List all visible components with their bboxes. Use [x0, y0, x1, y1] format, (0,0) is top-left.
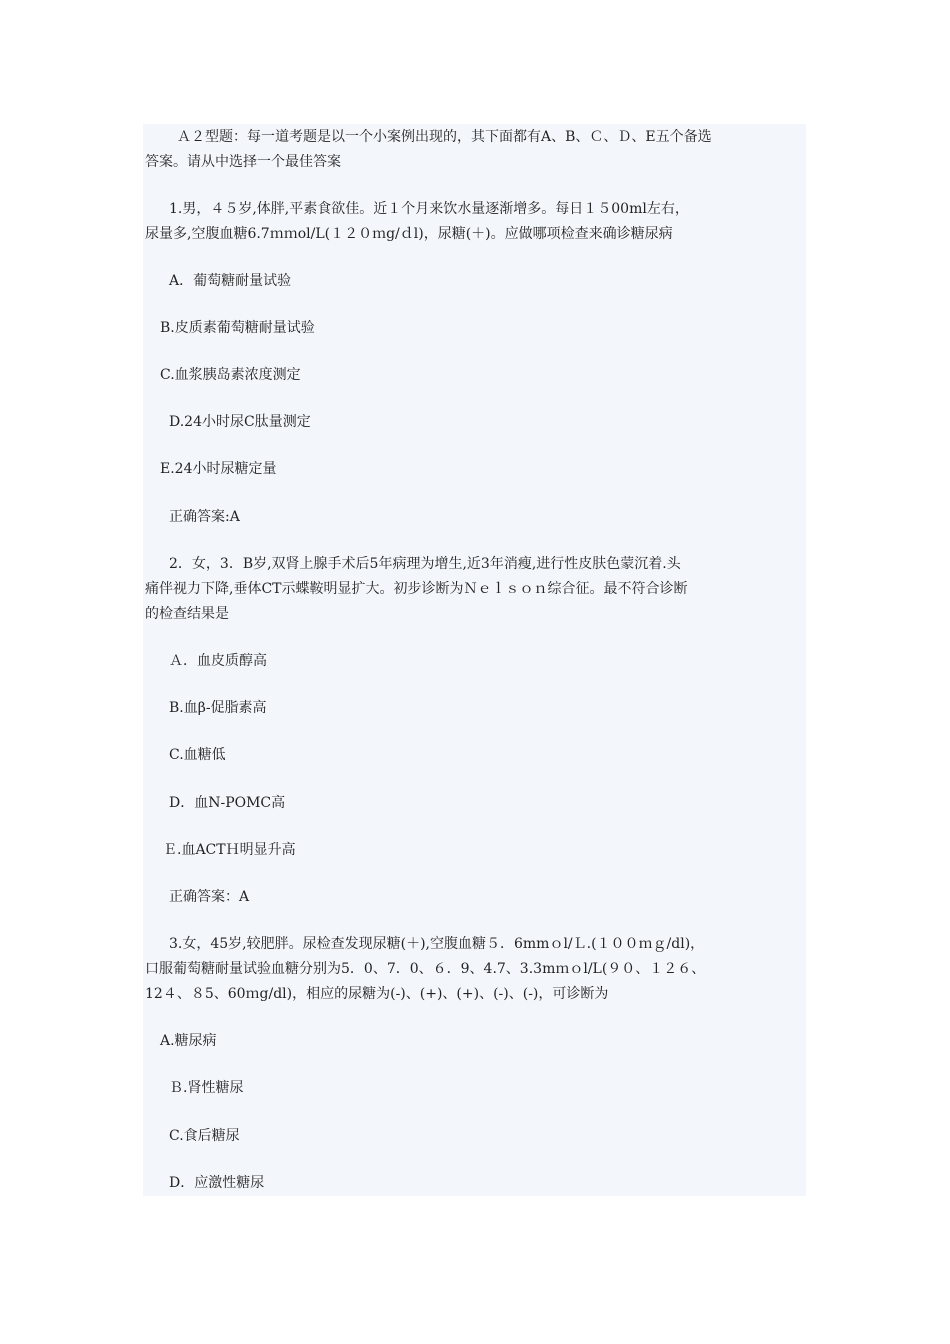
question-3-option-a: A.糖尿病 [160, 1033, 217, 1049]
question-2-option-d: D．血N-POMC高 [169, 795, 286, 811]
question-3-option-b: Ｂ.肾性糖尿 [169, 1080, 244, 1096]
question-3-stem-line-2: 口服葡萄糖耐量试验血糖分别为5．0、7．0、６．9、4.7、3.3mｍｏl/L(９０、１２６、 [145, 961, 706, 977]
intro-line-2: 答案。请从中选择一个最佳答案 [145, 154, 341, 170]
intro-line-1: Ａ２型题：每一道考题是以一个小案例出现的，其下面都有A、B、Ｃ、Ｄ、E五个备选 [177, 129, 712, 145]
question-1-option-d: D.24小时尿C肽量测定 [169, 414, 311, 430]
question-3-option-c: C.食后糖尿 [169, 1128, 240, 1144]
question-1-option-c: C.血浆胰岛素浓度测定 [160, 367, 301, 383]
question-2-option-a: Ａ．血皮质醇高 [169, 653, 267, 669]
question-3-stem-line-3: 12４、８5、60ｍg/dl)，相应的尿糖为(-)、(+)、(+)、(-)、(-)，可诊断为 [145, 986, 609, 1002]
question-1-option-e: E.24小时尿糖定量 [160, 461, 277, 477]
question-2-stem-line-3: 的检查结果是 [145, 606, 229, 622]
question-2-option-e: Ｅ.血ACTＨ明显升高 [163, 842, 296, 858]
question-1-option-b: B.皮质素葡萄糖耐量试验 [160, 320, 315, 336]
question-2-stem-line-1: 2．女，3．B岁,双肾上腺手术后5年病理为增生,近3年消瘦,进行性皮肤色蒙沉着.头 [169, 556, 681, 572]
question-2-stem-line-2: 痛伴视力下降,垂体CT示蝶鞍明显扩大。初步诊断为Ｎｅｌｓｏｎ综合征。最不符合诊断 [145, 581, 688, 597]
question-1-stem-line-1: 1.男，４５岁,体胖,平素食欲佳。近１个月来饮水量逐渐增多。每日１５00ml左右， [169, 201, 689, 217]
question-1-option-a: A．葡萄糖耐量试验 [169, 273, 292, 289]
question-3-option-d: D．应激性糖尿 [169, 1175, 265, 1191]
question-2-answer: 正确答案：A [169, 889, 250, 905]
question-1-stem-line-2: 尿量多,空腹血糖6.7ｍｍol/L(１２０ｍg/ｄl)，尿糖(＋)。应做哪项检查来确诊糖尿病 [145, 226, 673, 242]
question-2-option-c: C.血糖低 [169, 747, 226, 763]
question-1-answer: 正确答案:A [169, 509, 240, 525]
question-3-stem-line-1: 3.女，45岁,较肥胖。尿检查发现尿糖(＋),空腹血糖５．6mmｏl/Ｌ.(１００ｍｇ/dl)， [169, 936, 705, 952]
question-2-option-b: B.血β-促脂素高 [169, 700, 267, 716]
document-content [143, 124, 806, 1196]
